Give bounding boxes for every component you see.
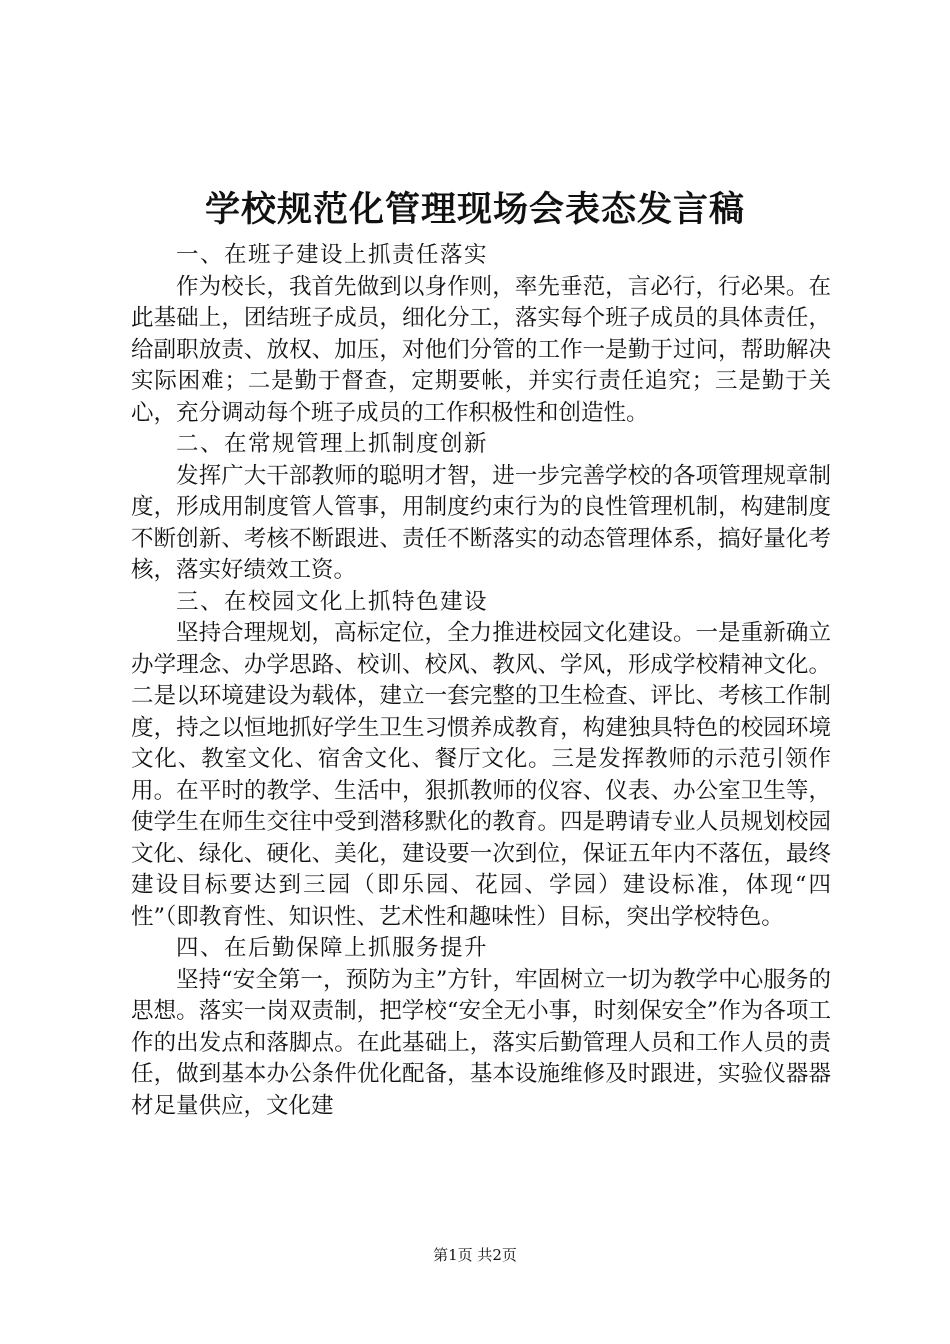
page-title: 学校规范化管理现场会表态发言稿 (204, 189, 745, 230)
section-heading-1: 一、在班子建设上抓责任落实 (176, 242, 489, 268)
section-heading-3: 三、在校园文化上抓特色建设 (176, 588, 489, 615)
section-paragraph-4: 坚持“安全第一，预防为主”方针，牢固树立一切为教学中心服务的思想。落实一岗双责制，把学校“安全无小事，时刻保安全”作为各项工作的出发点和落脚点。在此基础上，落实后勤管理人员和工作人员的责任，做到基本办公条件优化配备，基本设施维修及时跟进，实验仪器器材足量供应，文化建 (131, 966, 831, 1119)
section-heading-4: 四、在后勤保障上抓服务提升 (176, 935, 489, 961)
section-paragraph-2: 发挥广大干部教师的聪明才智，进一步完善学校的各项管理规章制度，形成用制度管人管事，用制度约束行为的良性管理机制，构建制度不断创新、考核不断跟进、责任不断落实的动态管理体系，搞好量化考核，落实好绩效工资。 (131, 462, 831, 583)
page-number-footer: 第1页 共2页 (433, 1246, 517, 1264)
section-paragraph-1: 作为校长，我首先做到以身作则，率先垂范，言必行，行必果。在此基础上，团结班子成员，细化分工，落实每个班子成员的具体责任，给副职放责、放权、加压，对他们分管的工作一是勤于过问，帮助解决实际困难；二是勤于督查，定期要帐，并实行责任追究；三是勤于关心，充分调动每个班子成员的工作积极性和创造性。 (131, 273, 831, 426)
document-body (131, 240, 831, 1122)
section-paragraph-3: 坚持合理规划，高标定位，全力推进校园文化建设。一是重新确立办学理念、办学思路、校训、校风、教风、学风，形成学校精神文化。二是以环境建设为载体，建立一套完整的卫生检查、评比、考核工作制度，持之以恒地抓好学生卫生习惯养成教育，构建独具特色的校园环境文化、教室文化、宿舍文化、餐厅文化。三是发挥教师的示范引领作用。在平时的教学、生活中，狠抓教师的仪容、仪表、办公室卫生等，使学生在师生交往中受到潜移默化的教育。四是聘请专业人员规划校园文化、绿化、硬化、美化，建设要一次到位，保证五年内不落伍，最终建设目标要达到三园（即乐园、花园、学园）建设标准，体现“四性”（即教育性、知识性、艺术性和趣味性）目标，突出学校特色。 (131, 620, 831, 930)
section-heading-2: 二、在常规管理上抓制度创新 (176, 431, 489, 457)
